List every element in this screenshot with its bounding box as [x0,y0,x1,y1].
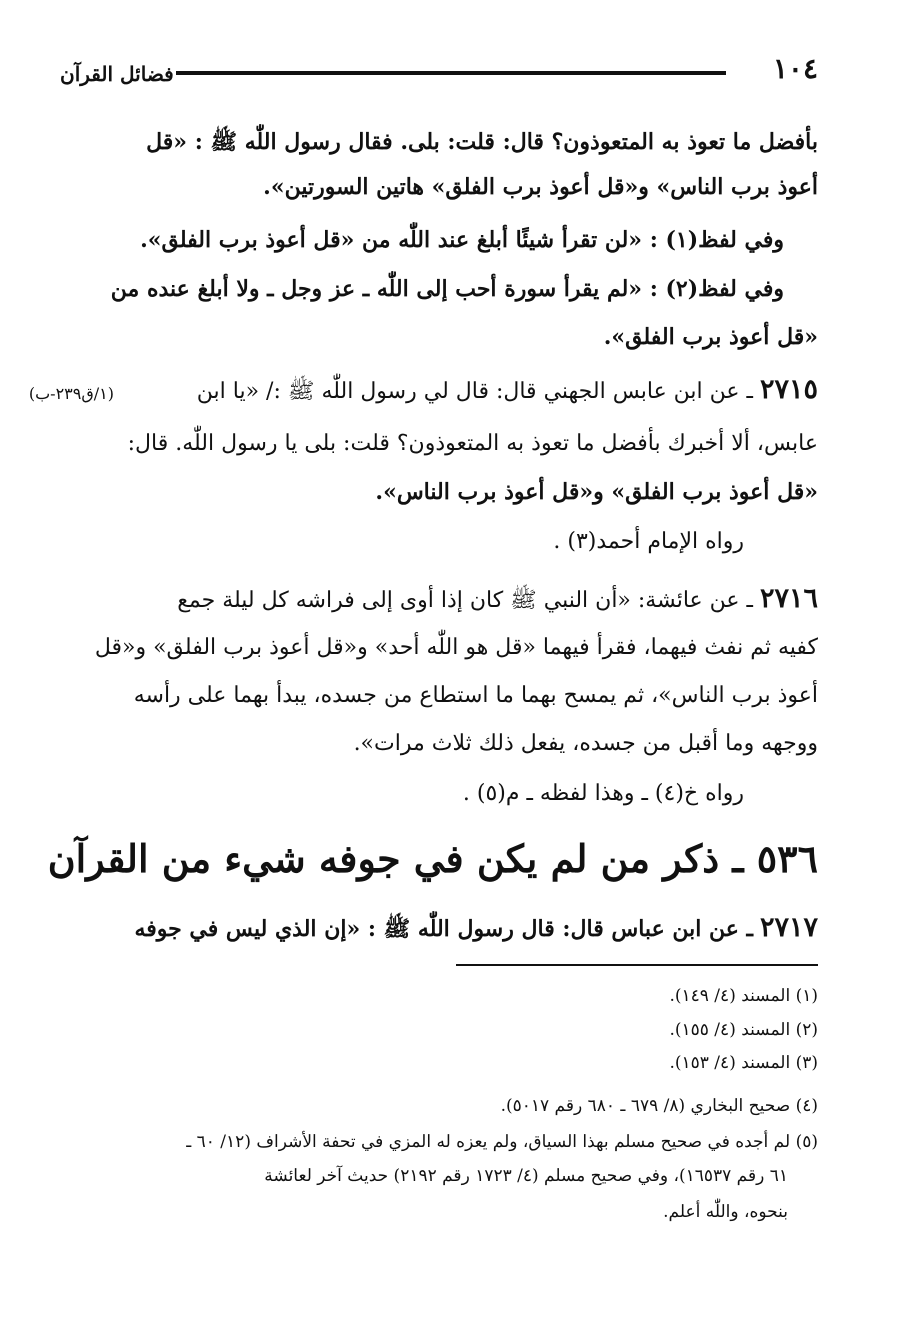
footnote-separator [456,964,818,966]
hadith-2716-first-line [177,583,818,617]
margin-manuscript-ref: (١/ق٢٣٩-ب) [28,384,114,403]
footnote-continuation: ٦١ رقم ١٦٥٣٧)، وفي صحيح مسلم (٤/ ١٧٢٣ رقم ٢١٩٢) حديث آخر لعائشة [264,1166,788,1186]
footnote: (٣) المسند (٤/ ١٥٣). [669,1053,818,1073]
hadith-number: ٢٧١٧ [759,912,818,943]
body-line: بأفضل ما تعوذ به المتعوذون؟ قال: قلت: بلى. فقال رسول اللّٰه ﷺ : «قل [146,129,818,155]
body-text: ـ عن ابن عابس الجهني قال: قال لي رسول اللّٰه ﷺ :/ «يا ابن [196,379,753,404]
body-line: أعوذ برب الناس» و«قل أعوذ برب الفلق» هاتين السورتين». [263,174,818,200]
body-text: ـ عن عائشة: «أن النبي ﷺ كان إذا أوى إلى فراشه كل ليلة جمع [177,588,753,613]
header-rule [176,71,726,75]
footnote: (١) المسند (٤/ ١٤٩). [669,986,818,1006]
body-line: «قل أعوذ برب الفلق» و«قل أعوذ برب الناس». [375,479,818,505]
body-line: وفي لفظ(١) : «لن تقرأ شيئًا أبلغ عند اللّٰه من «قل أعوذ برب الفلق». [140,227,784,253]
running-title: فضائل القرآن [60,62,174,86]
body-line: أعوذ برب الناس»، ثم يمسح بهما ما استطاع من جسده، يبدأ بهما على رأسه [133,683,818,708]
narration-line: رواه الإمام أحمد(٣) . [553,529,744,554]
footnote-continuation: بنحوه، واللّٰه أعلم. [663,1202,788,1222]
body-line: «قل أعوذ برب الفلق». [603,324,818,350]
section-heading: ٥٣٦ ـ ذكر من لم يكن في جوفه شيء من القرآن [47,836,818,881]
hadith-number: ٢٧١٦ [759,583,818,614]
footnote: (٢) المسند (٤/ ١٥٥). [669,1020,818,1040]
narration-line: رواه خ(٤) ـ وهذا لفظه ـ م(٥) . [462,781,744,806]
body-line: عابس، ألا أخبرك بأفضل ما تعوذ به المتعوذون؟ قلت: بلى يا رسول اللّٰه. قال: [127,431,818,456]
body-line: كفيه ثم نفث فيهما، فقرأ فيهما «قل هو اللّٰه أحد» و«قل أعوذ برب الفلق» و«قل [94,635,818,660]
hadith-2715-first-line [197,374,818,408]
page-number: ١٠٤ [772,52,818,85]
hadith-2717-first-line [134,912,818,946]
body-line: وفي لفظ(٢) : «لم يقرأ سورة أحب إلى اللّٰه ـ عز وجل ـ ولا أبلغ عنده من [110,276,784,302]
footnote: (٥) لم أجده في صحيح مسلم بهذا السياق، ولم يعزه له المزي في تحفة الأشراف (١٢/ ٦٠ ـ [186,1132,818,1152]
hadith-number: ٢٧١٥ [759,374,818,405]
body-line: ووجهه وما أقبل من جسده، يفعل ذلك ثلاث مرات». [353,731,818,756]
body-text: ـ عن ابن عباس قال: قال رسول اللّٰه ﷺ : «إن الذي ليس في جوفه [134,916,753,942]
footnote: (٤) صحيح البخاري (٨/ ٦٧٩ ـ ٦٨٠ رقم ٥٠١٧). [500,1096,818,1116]
